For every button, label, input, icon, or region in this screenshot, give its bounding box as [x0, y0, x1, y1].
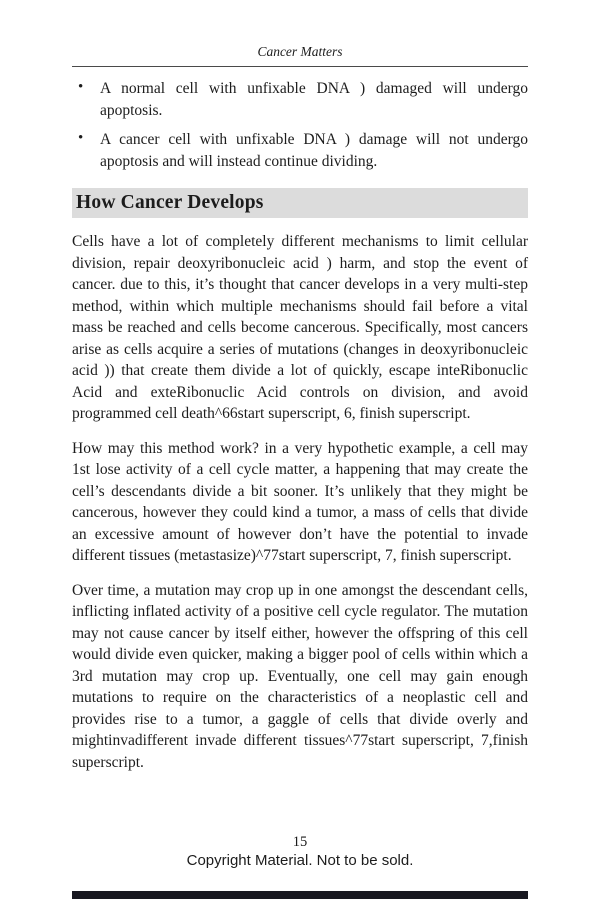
bullet-text: A normal cell with unfixable DNA ) damaged will undergo apoptosis. — [100, 80, 528, 119]
section-heading: How Cancer Develops — [72, 188, 528, 218]
bullet-icon: • — [78, 79, 84, 95]
footer-bar — [72, 891, 528, 899]
paragraph: Cells have a lot of completely different mechanisms to limit cellular division, repair deoxyribonucleic acid ) harm, and stop the event of cancer. due to this, it’s thought that cancer develops in a very multi-step method, within which multiple mechanisms should fail before a vital mass be reached and cells become cancerous. Specifically, most cancers arise as cells acquire a series of mutations (changes in deoxyribonucleic acid )) that create them divide a lot of quickly, escape inteRibonuclic Acid and exteRibonuclic Acid controls on division, and avoid programmed cell death^66start superscript, 6, finish superscript. — [72, 233, 528, 422]
running-header: Cancer Matters — [72, 0, 528, 67]
list-item — [72, 129, 528, 172]
bullet-list — [72, 78, 528, 172]
copyright-notice: Copyright Material. Not to be sold. — [186, 852, 414, 869]
paragraph: How may this method work? in a very hypothetic example, a cell may 1st lose activity of a cell cycle matter, a happening that may create the cell’s descendants divide a bit sooner. It’s unlikely that they might be cancerous, however they could kind a tumor, a mass of cells that divide an excessive amount of however don’t have the potential to invade different tissues (metastasize)^77start superscript, 7, finish superscript. — [72, 439, 528, 564]
list-item — [72, 78, 528, 121]
page-number: 15 — [292, 834, 308, 850]
paragraph: Over time, a mutation may crop up in one amongst the descendant cells, inflicting inflated activity of a positive cell cycle regulator. The mutation may not cause cancer by itself either, however the offspring of this cell would divide even quicker, making a bigger pool of cells within which a 3rd mutation may crop up. Eventually, one cell may gain enough mutations to require on the characteristics of a neoplastic cell and provides rise to a tumor, a gaggle of cells that divide overly and mightinvadifferent invade different tissues^77start superscript, 7,finish superscript. — [72, 581, 528, 771]
bullet-text: A cancer cell with unfixable DNA ) damage will not undergo apoptosis and will instead continue dividing. — [100, 131, 528, 170]
bullet-icon: • — [78, 130, 84, 146]
page-content — [72, 0, 528, 773]
